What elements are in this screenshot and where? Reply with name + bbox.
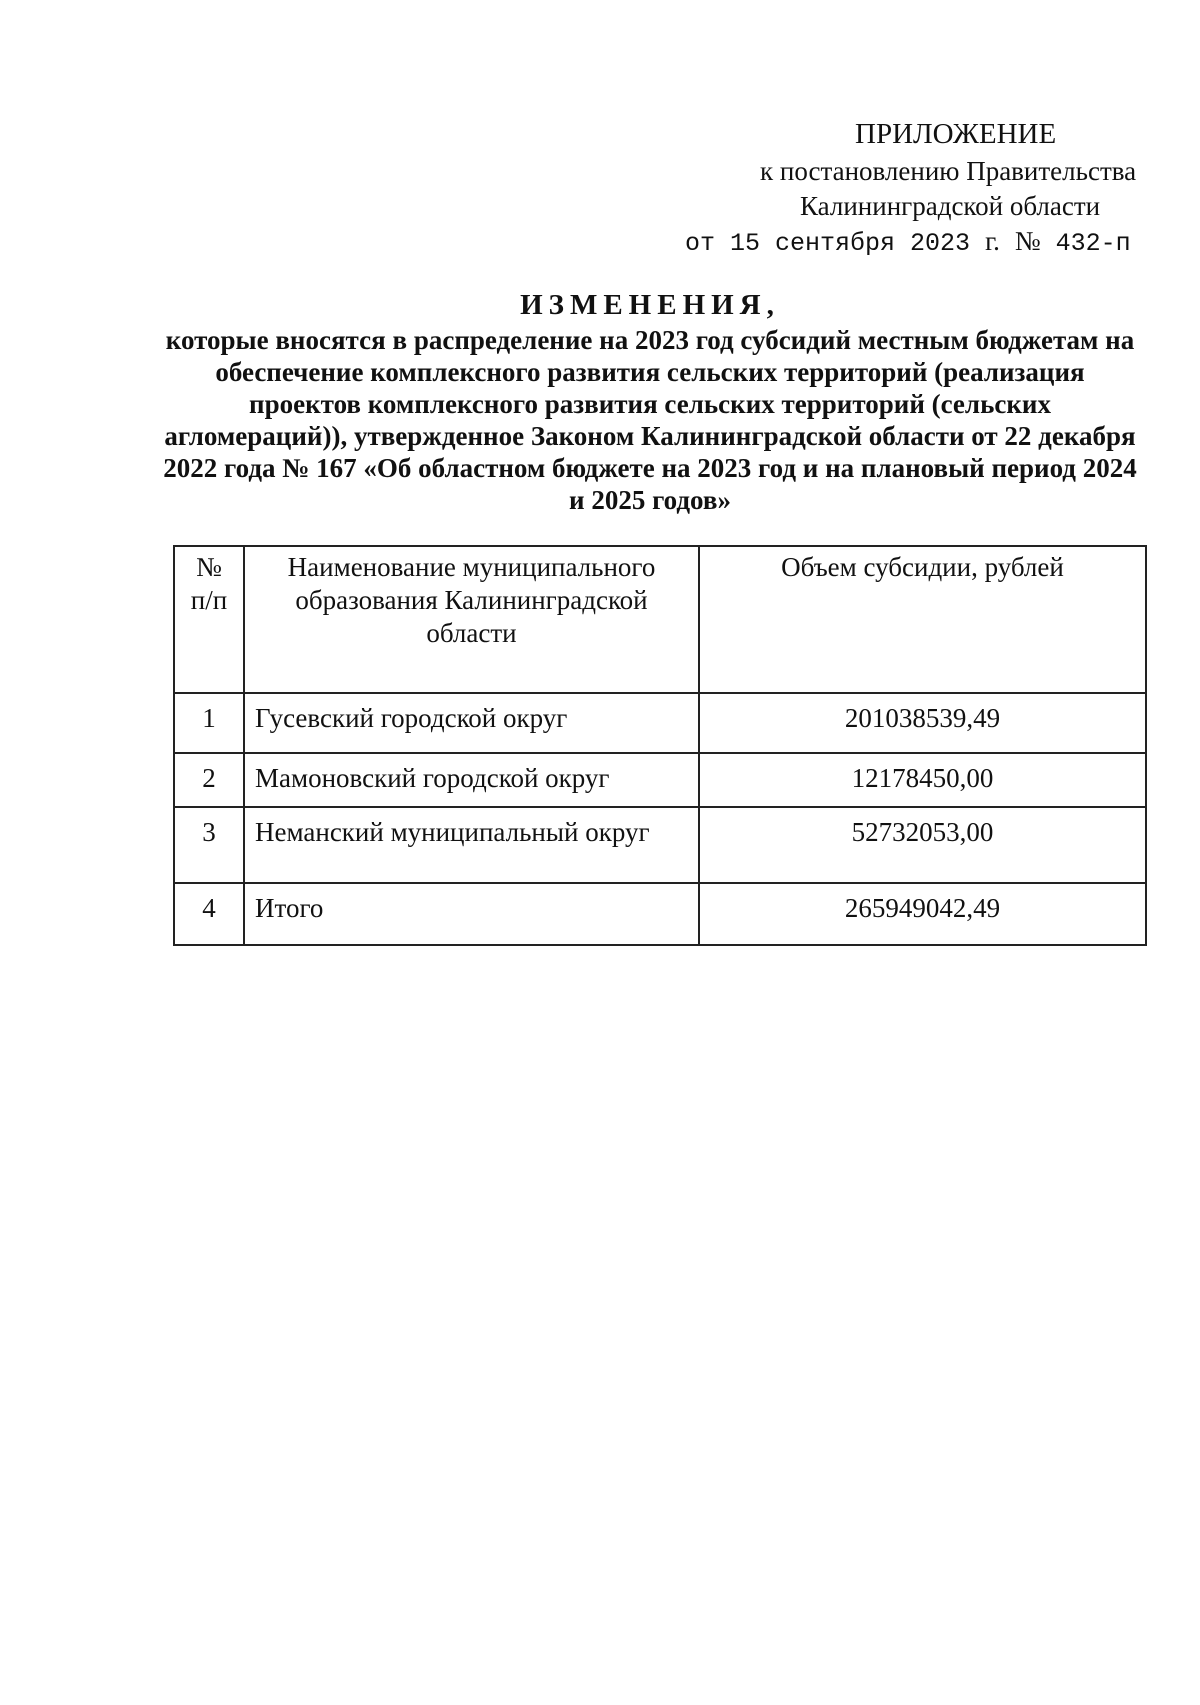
row-total-amount: 265949042,49 bbox=[699, 883, 1146, 945]
row-amount: 52732053,00 bbox=[699, 807, 1146, 883]
appendix-region-line: Калининградской области bbox=[800, 191, 1101, 221]
document-subtitle: которые вносятся в распределение на 2023 год субсидий местным бюджетам на обеспечение комплексного развития сельских территорий (реализация проектов комплексного развития сельских территорий (сельских агломераций)), утвержденное Законом Калининградской области от 22 декабря 2022 года № 167 «Об областном бюджете на 2023 год и на плановый период 2024 и 2025 годов» bbox=[163, 325, 1137, 515]
row-number: 3 bbox=[174, 807, 244, 883]
table-row bbox=[174, 693, 1146, 753]
row-municipality: Мамоновский городской округ bbox=[244, 753, 699, 807]
row-number: 4 bbox=[174, 883, 244, 945]
table-total-row bbox=[174, 883, 1146, 945]
row-amount: 201038539,49 bbox=[699, 693, 1146, 753]
appendix-date-number: 432-п bbox=[1055, 229, 1131, 258]
row-number: 1 bbox=[174, 693, 244, 753]
header-amount: Объем субсидии, рублей bbox=[699, 546, 1146, 693]
appendix-date-prefix: от 15 сентября 2023 bbox=[685, 229, 971, 258]
subsidy-table bbox=[173, 545, 1147, 946]
table-row bbox=[174, 807, 1146, 883]
row-amount: 12178450,00 bbox=[699, 753, 1146, 807]
row-number: 2 bbox=[174, 753, 244, 807]
header-municipality: Наименование муниципального образования Калининградской области bbox=[244, 546, 699, 693]
appendix-decree-line: к постановлению Правительства bbox=[760, 156, 1137, 186]
appendix-title: ПРИЛОЖЕНИЕ bbox=[855, 118, 1057, 150]
appendix-date-line bbox=[685, 225, 1131, 260]
appendix-date-year-abbr: г. bbox=[985, 226, 1000, 256]
table-row bbox=[174, 753, 1146, 807]
table-header-row bbox=[174, 546, 1146, 693]
header-number: № п/п bbox=[174, 546, 244, 693]
row-total-label: Итого bbox=[244, 883, 699, 945]
row-municipality: Гусевский городской округ bbox=[244, 693, 699, 753]
appendix-date-no-sign: № bbox=[1014, 226, 1041, 256]
row-municipality: Неманский муниципальный округ bbox=[244, 807, 699, 883]
document-title: ИЗМЕНЕНИЯ, bbox=[520, 289, 780, 321]
document-heading bbox=[160, 288, 1140, 516]
